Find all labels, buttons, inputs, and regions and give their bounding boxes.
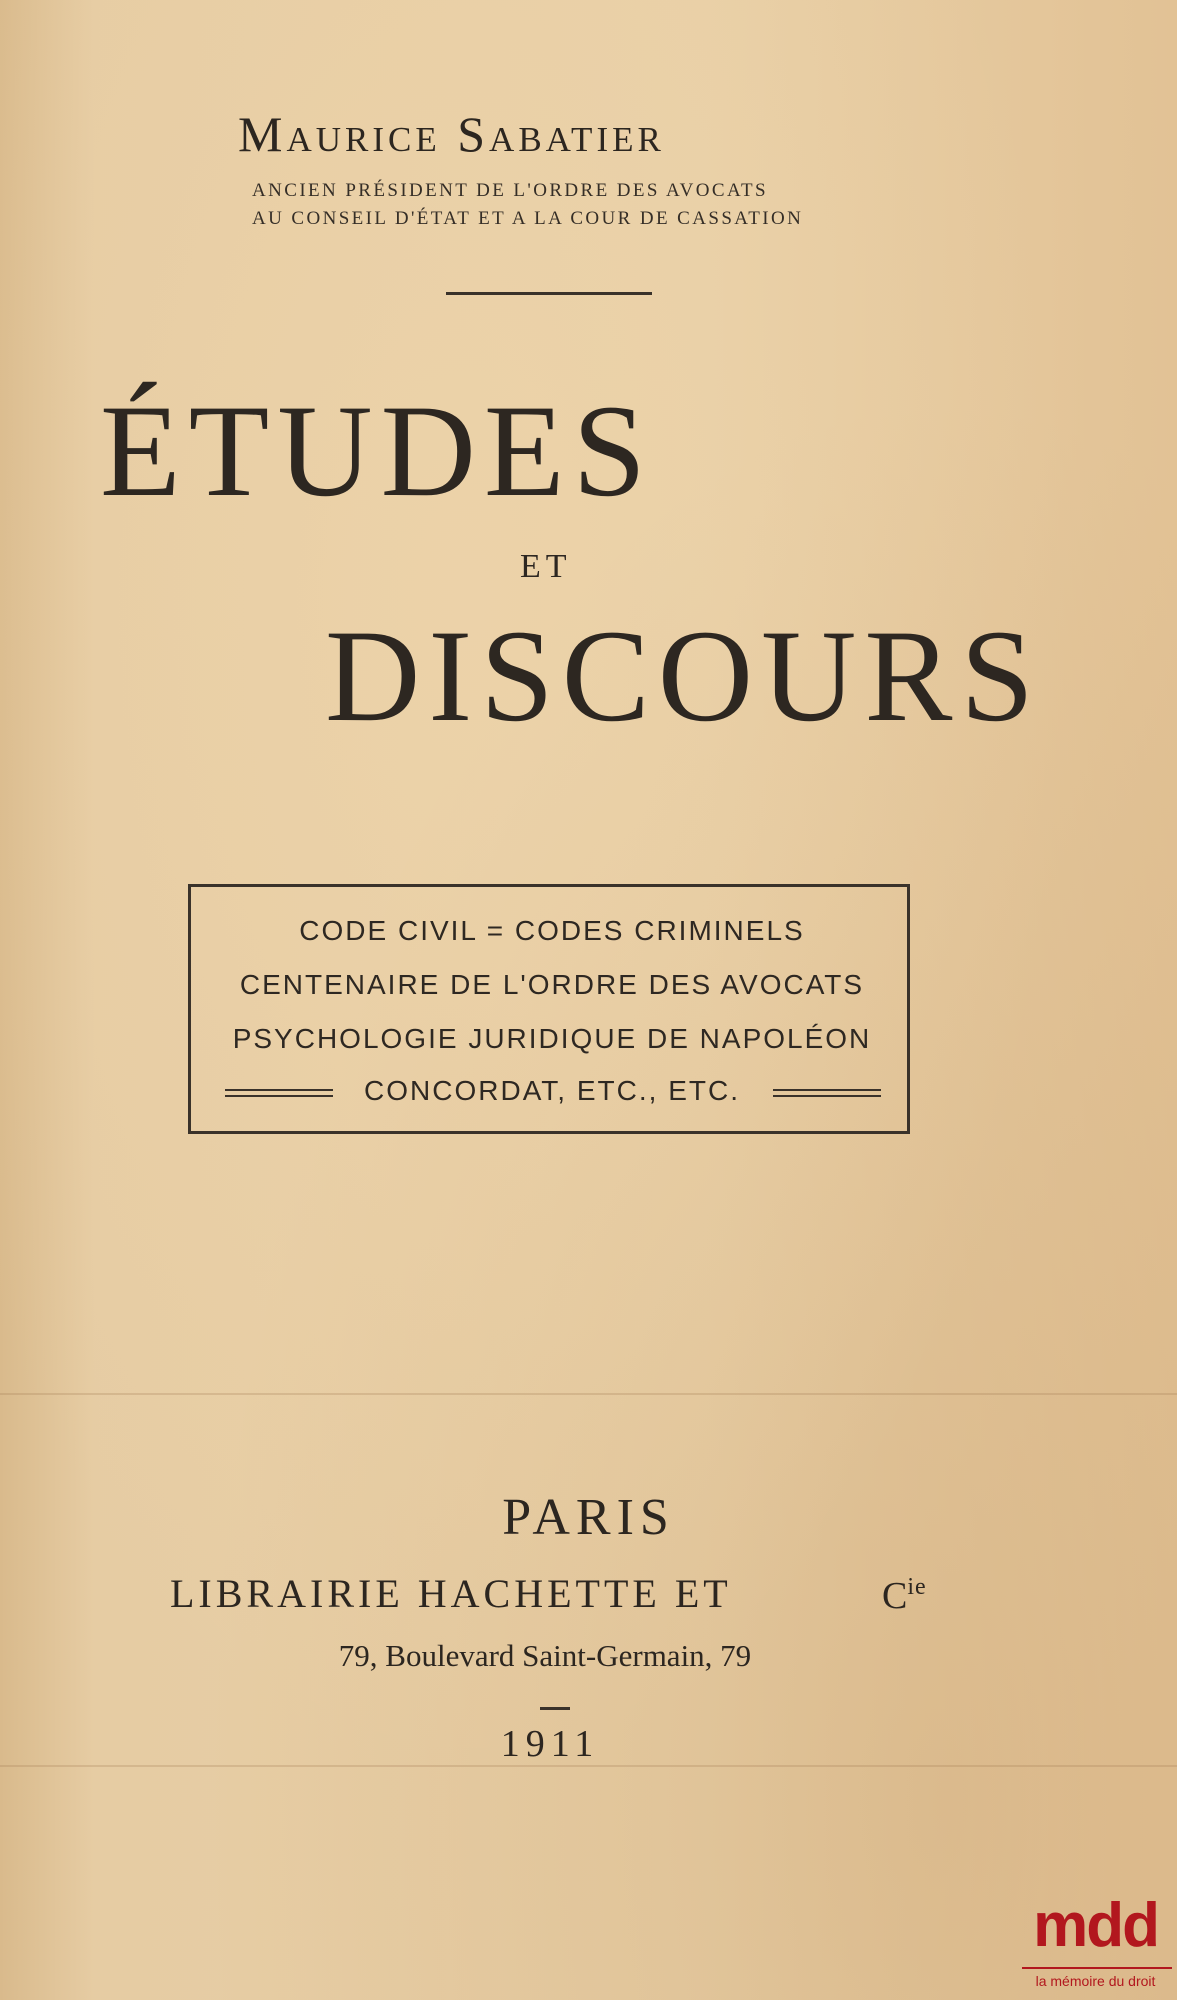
paper-crease: [0, 1393, 1177, 1395]
mdd-logo-mark: mdd: [1033, 1891, 1158, 1960]
contents-line: CODE CIVIL = CODES CRIMINELS: [299, 915, 805, 946]
publisher-address: 79, Boulevard Saint-Germain, 79: [338, 1638, 752, 1673]
short-dash-rule: [540, 1707, 570, 1710]
publisher-suffix: [882, 1574, 927, 1618]
publisher-suffix-letter: C: [882, 1575, 908, 1617]
publication-year: 1911: [500, 1723, 600, 1765]
contents-box: [188, 884, 910, 1134]
book-title-connector: ET: [520, 548, 572, 585]
contents-line: PSYCHOLOGIE JURIDIQUE DE NAPOLÉON: [232, 1023, 872, 1054]
logo-underline: [1022, 1967, 1172, 1969]
mdd-logo: [1018, 1891, 1173, 1995]
author-credential-line: AU CONSEIL D'ÉTAT ET A LA COUR DE CASSATION: [252, 208, 804, 229]
publisher-name: LIBRAIRIE HACHETTE ET: [170, 1571, 732, 1616]
author-credential-line: ANCIEN PRÉSIDENT DE L'ORDRE DES AVOCATS: [252, 180, 768, 201]
publisher-suffix-superscript: ie: [907, 1574, 927, 1600]
book-title-line-1: ÉTUDES: [100, 377, 654, 524]
logo-tagline: la mémoire du droit: [1035, 1973, 1156, 1989]
contents-line: CENTENAIRE DE L'ORDRE DES AVOCATS: [239, 969, 865, 1000]
author-name: Maurice Sabatier: [238, 106, 665, 162]
publication-city: PARIS: [502, 1489, 675, 1546]
double-rule-right: [773, 1089, 881, 1097]
contents-line: CONCORDAT, ETC., ETC.: [364, 1075, 740, 1106]
separator-rule: [446, 292, 652, 295]
book-title-line-2: DISCOURS: [325, 602, 1042, 749]
